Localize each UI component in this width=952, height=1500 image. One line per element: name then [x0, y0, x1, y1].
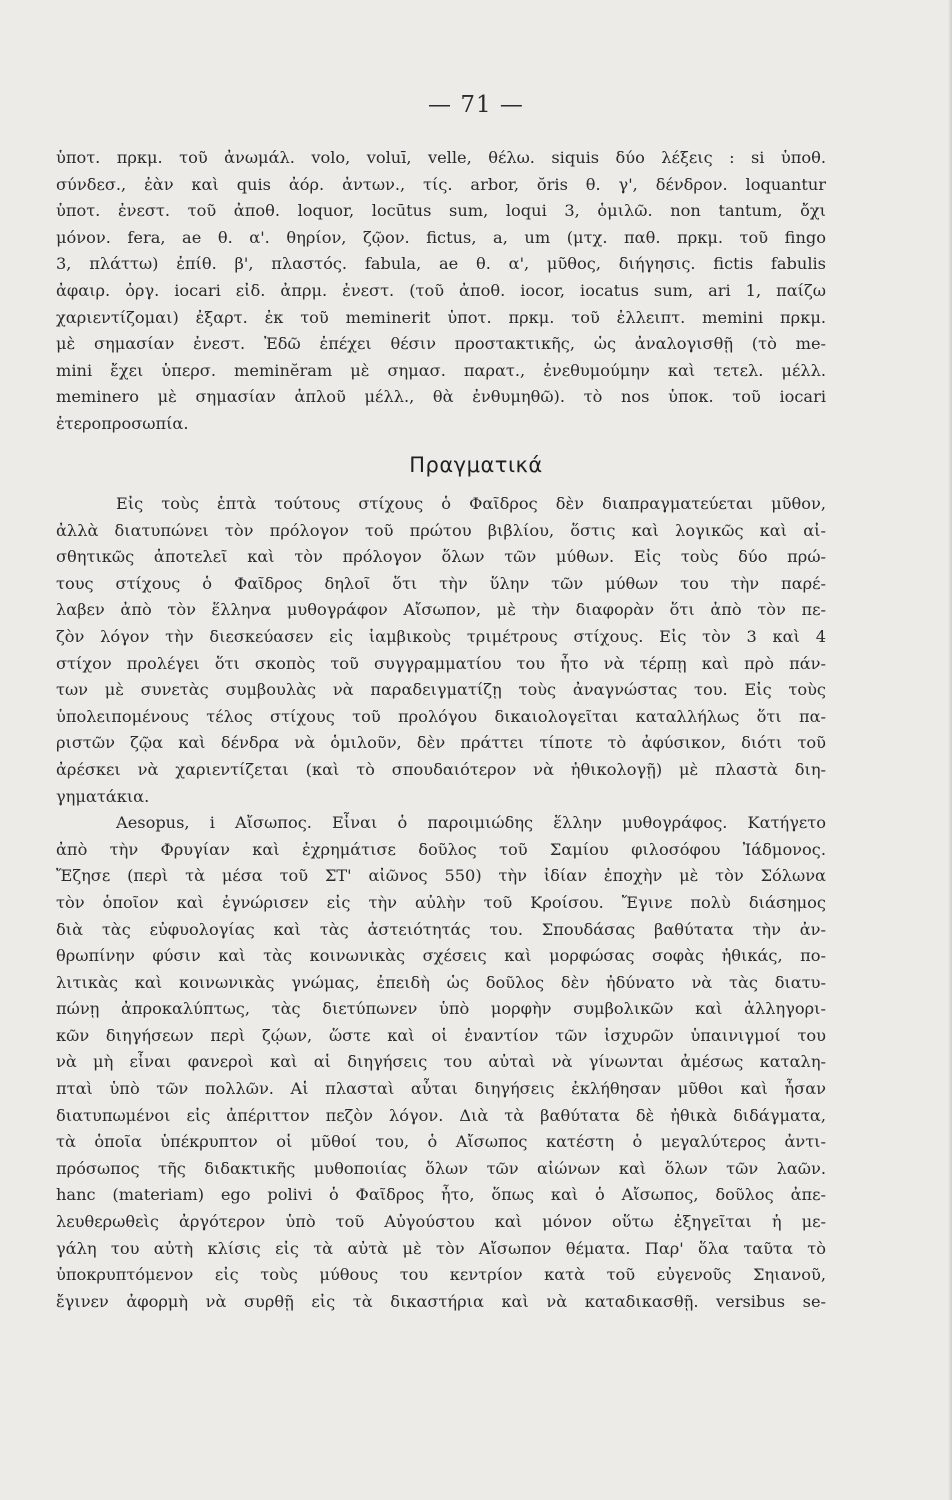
notes-line: ἑτεροπροσωπία.: [56, 413, 189, 433]
body-line: Εἰς τοὺς ἑπτὰ τούτους στίχους ὁ Φαῖδρος δὲν διαπραγματεύεται μῦθον,: [116, 494, 826, 513]
body-line: γάλη του αὐτὴ κλίσις εἰς τὰ αὐτὰ μὲ τὸν Αἴσωπον θέματα. Παρ' ὅλα ταῦτα τὸ: [56, 1238, 826, 1258]
vocabulary-notes: [56, 145, 826, 438]
section-title: Πραγματικά: [409, 453, 543, 477]
notes-line: ὑποτ. πρκμ. τοῦ ἀνωμάλ. volo, voluī, velle, θέλω. siquis δύο λέξεις : si ὑποθ.: [56, 148, 826, 167]
body-line: ὑποκρυπτόμενον εἰς τοὺς μύθους του κεντρίον κατὰ τοῦ εὐγενοῦς Σηιανοῦ,: [56, 1265, 826, 1285]
notes-line: μὲ σημασίαν ἐνεστ. Ἐδῶ ἐπέχει θέσιν προστακτικῆς, ὡς ἀναλογισθῇ (τὸ me-: [56, 334, 826, 354]
body-line: γηματάκια.: [56, 786, 150, 806]
body-line: πρόσωπος τῆς διδακτικῆς μυθοποιίας ὅλων τῶν αἰώνων καὶ ὅλων τῶν λαῶν.: [56, 1158, 826, 1178]
body-line: τὸν ὁποῖον καὶ ἐγνώρισεν εἰς τὴν αὐλὴν τοῦ Κροίσου. Ἔγινε πολὺ διάσημος: [56, 892, 826, 912]
body-line: hanc (materiam) ego polivi ὁ Φαῖδρος ἦτο, ὅπως καὶ ὁ Αἴσωπος, δοῦλος ἀπε-: [56, 1185, 826, 1205]
body-line: ἀλλὰ διατυπώνει τὸν πρόλογον τοῦ πρώτου βιβλίου, ὅστις καὶ λογικῶς καὶ αἰ-: [56, 520, 826, 540]
body-line: ἀρέσκει νὰ χαριεντίζεται (καὶ τὸ σπουδαιότερον νὰ ἠθικολογῇ) μὲ πλαστὰ διη-: [56, 759, 826, 779]
body-line: νὰ μὴ εἶναι φανεροὶ καὶ αἱ διηγήσεις του αὐταὶ νὰ γίνωνται ἀμέσως καταλη-: [56, 1052, 826, 1072]
notes-line: ὑποτ. ἐνεστ. τοῦ ἀποθ. loquor, locūtus sum, loqui 3, ὁμιλῶ. non tantum, ὄχι: [56, 201, 826, 221]
page-number: — 71 —: [428, 92, 524, 118]
body-line: τους στίχους ὁ Φαῖδρος δηλοῖ ὅτι τὴν ὕλην τῶν μύθων του τὴν παρέ-: [56, 573, 826, 593]
body-line: ἀπὸ τὴν Φρυγίαν καὶ ἐχρημάτισε δοῦλος τοῦ Σαμίου φιλοσόφου Ἰάδμονος.: [56, 839, 826, 859]
notes-line: mini ἔχει ὑπερσ. meminĕram μὲ σημασ. παρατ., ἐνεθυμούμην καὶ τετελ. μέλλ.: [56, 360, 826, 380]
body-line: ζὸν λόγον τὴν διεσκεύασεν εἰς ἰαμβικοὺς τριμέτρους στίχους. Εἰς τὸν 3 καὶ 4: [56, 626, 826, 646]
body-line: ὑπολειπομένους τέλος στίχους τοῦ προλόγου δικαιολογεῖται καταλλήλως ὅτι πα-: [56, 706, 826, 726]
body-line: των μὲ συνετὰς συμβουλὰς νὰ παραδειγματίζῃ τοὺς ἀναγνώστας του. Εἰς τοὺς: [56, 680, 826, 700]
notes-line: σύνδεσ., ἐὰν καὶ quis ἀόρ. ἀντων., τίς. arbor, ŏris θ. γ', δένδρον. loquantur: [56, 174, 826, 194]
body-line: θρωπίνην φύσιν καὶ τὰς κοινωνικὰς σχέσεις καὶ μορφώσας σοφὰς ἠθικάς, πο-: [56, 946, 826, 966]
body-line: λαβεν ἀπὸ τὸν ἕλληνα μυθογράφον Αἴσωπον, μὲ τὴν διαφορὰν ὅτι ἀπὸ τὸν πε-: [56, 600, 826, 620]
body-line: Aesopus, i Αἴσωπος. Εἶναι ὁ παροιμιώδης ἕλλην μυθογράφος. Κατήγετο: [116, 813, 826, 833]
notes-line: ἀφαιρ. ὀργ. iocari εἰδ. ἀπρμ. ἐνεστ. (τοῦ ἀποθ. iocor, iocatus sum, ari 1, παίζω: [56, 280, 826, 300]
body-line: λιτικὰς καὶ κοινωνικὰς γνώμας, ἐπειδὴ ὡς δοῦλος δὲν ἠδύνατο νὰ τὰς διατυ-: [56, 972, 826, 992]
body-line: κῶν διηγήσεων περὶ ζῴων, ὥστε καὶ οἱ ἐναντίον τῶν ἰσχυρῶν ὑπαινιγμοί του: [56, 1025, 826, 1045]
notes-line: μόνον. fera, ae θ. α'. θηρίον, ζῷον. fictus, a, um (μτχ. παθ. πρκμ. τοῦ fingo: [56, 227, 826, 247]
commentary-body: [56, 491, 826, 1315]
body-line: τὰ ὁποῖα ὑπέκρυπτον οἱ μῦθοί του, ὁ Αἴσωπος κατέστη ὁ μεγαλύτερος ἀντι-: [56, 1132, 826, 1152]
body-line: στίχον προλέγει ὅτι σκοπὸς τοῦ συγγραμματίου του ἦτο νὰ τέρπῃ καὶ πρὸ πάν-: [56, 653, 826, 673]
page-edge: [948, 0, 952, 1500]
body-line: ἔγινεν ἀφορμὴ νὰ συρθῇ εἰς τὰ δικαστήρια καὶ νὰ καταδικασθῇ. versibus se-: [56, 1291, 826, 1311]
body-line: διατυπωμένοι εἰς ἀπέριττον πεζὸν λόγον. Διὰ τὰ βαθύτατα δὲ ἠθικὰ διδάγματα,: [56, 1105, 826, 1125]
body-line: διὰ τὰς εὐφυολογίας καὶ τὰς ἀστειότητάς του. Σπουδάσας βαθύτατα τὴν ἀν-: [56, 919, 826, 939]
body-line: πταὶ ὑπὸ τῶν πολλῶν. Αἱ πλασταὶ αὗται διηγήσεις ἐκλήθησαν μῦθοι καὶ ἦσαν: [56, 1079, 826, 1099]
body-line: ριστῶν ζῷα καὶ δένδρα νὰ ὁμιλοῦν, δὲν πράττει τίποτε τὸ ἀφύσικον, διότι τοῦ: [56, 733, 826, 753]
body-line: λευθερωθεὶς ἀργότερον ὑπὸ τοῦ Αὐγούστου καὶ μόνον οὕτω ἐξηγεῖται ἡ με-: [56, 1212, 826, 1232]
notes-line: meminero μὲ σημασίαν ἁπλοῦ μέλλ., θὰ ἐνθυμηθῶ). τὸ nos ὑποκ. τοῦ iocari: [56, 387, 826, 407]
body-line: Ἔζησε (περὶ τὰ μέσα τοῦ ΣΤ' αἰῶνος 550) τὴν ἰδίαν ἐποχὴν μὲ τὸν Σόλωνα: [56, 866, 826, 886]
notes-line: 3, πλάττω) ἐπίθ. β', πλαστός. fabula, ae θ. α', μῦθος, διήγησις. fictis fabulis: [56, 254, 826, 274]
body-line: πώνῃ ἀπροκαλύπτως, τὰς διετύπωνεν ὑπὸ μορφὴν συμβολικῶν καὶ ἀλληγορι-: [56, 999, 826, 1019]
body-line: σθητικῶς ἀποτελεῖ καὶ τὸν πρόλογον ὅλων τῶν μύθων. Εἰς τοὺς δύο πρώ-: [56, 547, 826, 567]
notes-line: χαριεντίζομαι) ἐξαρτ. ἐκ τοῦ meminerit ὑποτ. πρκμ. τοῦ ἐλλειπτ. memini πρκμ.: [56, 307, 826, 327]
